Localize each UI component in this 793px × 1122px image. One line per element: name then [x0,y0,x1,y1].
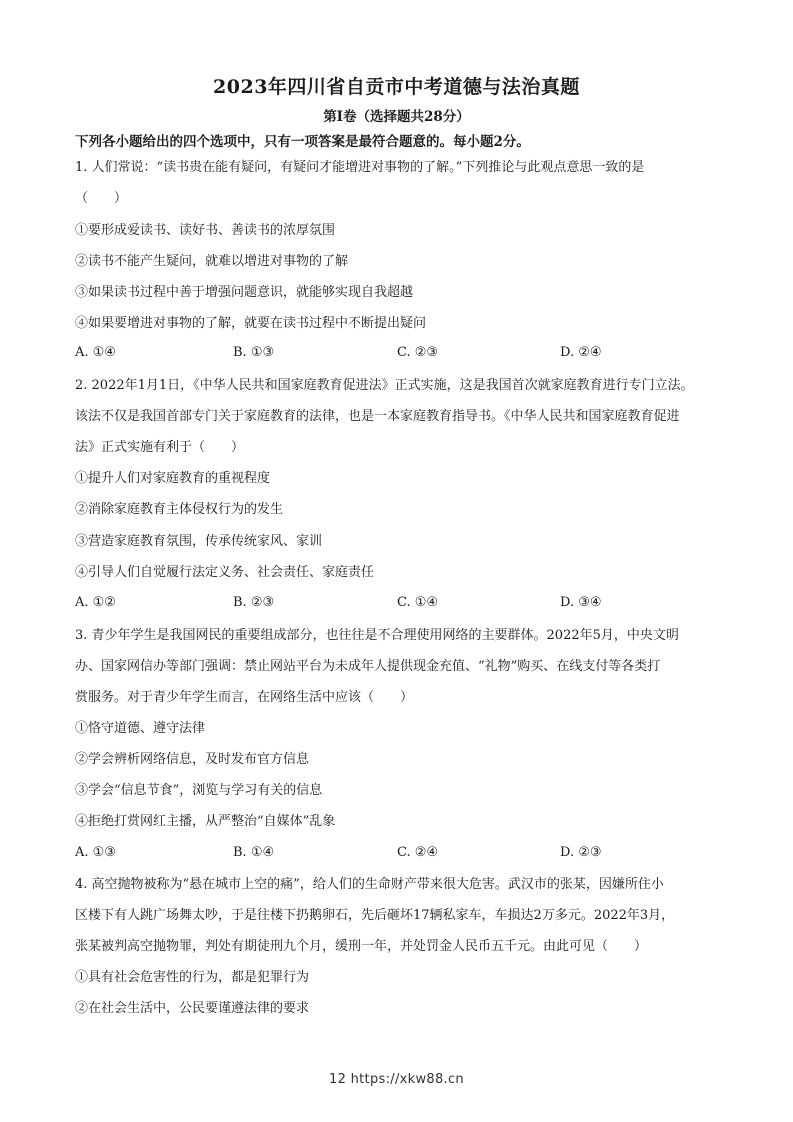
question-3-stem-line-2: 办、国家网信办等部门强调：禁止网站平台为未成年人提供现金充值、“礼物”购买、在线支付等各类打 [75,659,661,674]
question-1-statement-2: ②读书不能产生疑问，就难以增进对事物的了解 [75,254,349,269]
option-c: C. ②③ [397,345,439,360]
question-2-stem-line-3: 法》正式实施有利于（ ） [75,440,245,455]
question-3-statement-3: ③学会“信息节食”，浏览与学习有关的信息 [75,783,323,798]
option-c: C. ①④ [397,595,439,610]
question-2-options [75,595,725,613]
section-heading: 第I卷（选择题共28分） [323,109,470,125]
question-4-statement-1: ①具有社会危害性的行为，都是犯罪行为 [75,970,310,985]
question-4-stem-line-3: 张某被判高空抛物罪，判处有期徒刑九个月，缓刑一年，并处罚金人民币五千元。由此可见（ ） [75,939,648,954]
option-d: D. ②④ [560,345,602,360]
option-d: D. ②③ [560,845,602,860]
option-d: D. ③④ [560,595,602,610]
question-2-statement-2: ②消除家庭教育主体侵权行为的发生 [75,502,284,517]
option-b: B. ①④ [233,845,275,860]
option-a: A. ①④ [75,345,116,360]
question-4-stem-line-2: 区楼下有人跳广场舞太吵，于是往楼下扔鹅卵石，先后砸坏17辆私家车，车损达2万多元。2022年3月， [75,908,675,923]
page-title: 2023年四川省自贡市中考道德与法治真题 [213,76,580,98]
question-2-stem-line-2: 该法不仅是我国首部专门关于家庭教育的法律，也是一本家庭教育指导书。《中华人民共和国家庭教育促进 [75,409,680,424]
question-1-statement-1: ①要形成爱读书、读好书、善读书的浓厚氛围 [75,223,336,238]
question-3-statement-1: ①恪守道德、遵守法律 [75,721,206,736]
question-3-stem-line-1: 3. 青少年学生是我国网民的重要组成部分，也往往是不合理使用网络的主要群体。2022年5月，中央文明 [75,628,679,643]
question-3-stem-line-3: 赏服务。对于青少年学生而言，在网络生活中应该（ ） [75,690,414,705]
option-c: C. ②④ [397,845,439,860]
question-1-stem-line-1: 1. 人们常说：“读书贵在能有疑问，有疑问才能增进对事物的了解。”下列推论与此观点意思一致的是 [75,160,645,175]
question-3-statement-4: ④拒绝打赏网红主播，从严整治“自媒体”乱象 [75,814,336,829]
question-2-statement-4: ④引导人们自觉履行法定义务、社会责任、家庭责任 [75,565,375,580]
question-1-stem-line-2: （ ） [75,191,128,206]
question-2-statement-3: ③营造家庭教育氛围，传承传统家风、家训 [75,534,323,549]
instructions: 下列各小题给出的四个选项中，只有一项答案是最符合题意的。每小题2分。 [75,134,530,150]
question-3-options [75,845,725,863]
question-2-statement-1: ①提升人们对家庭教育的重视程度 [75,471,271,486]
option-b: B. ①③ [233,345,275,360]
page-footer: 12 https://xkw88.cn [329,1072,464,1087]
option-a: A. ①③ [75,845,116,860]
question-1-statement-3: ③如果读书过程中善于增强问题意识，就能够实现自我超越 [75,285,414,300]
question-3-statement-2: ②学会辨析网络信息，及时发布官方信息 [75,752,310,767]
question-1-options [75,345,725,363]
question-4-statement-2: ②在社会生活中，公民要谨遵法律的要求 [75,1001,310,1016]
question-4-stem-line-1: 4. 高空抛物被称为“悬在城市上空的痛”，给人们的生命财产带来很大危害。武汉市的张某，因嫌所住小 [75,877,664,892]
option-b: B. ②③ [233,595,275,610]
question-1-statement-4: ④如果要增进对事物的了解，就要在读书过程中不断提出疑问 [75,316,427,331]
question-2-stem-line-1: 2. 2022年1月1日，《中华人民共和国家庭教育促进法》正式实施，这是我国首次就家庭教育进行专门立法。 [75,378,694,393]
option-a: A. ①② [75,595,116,610]
